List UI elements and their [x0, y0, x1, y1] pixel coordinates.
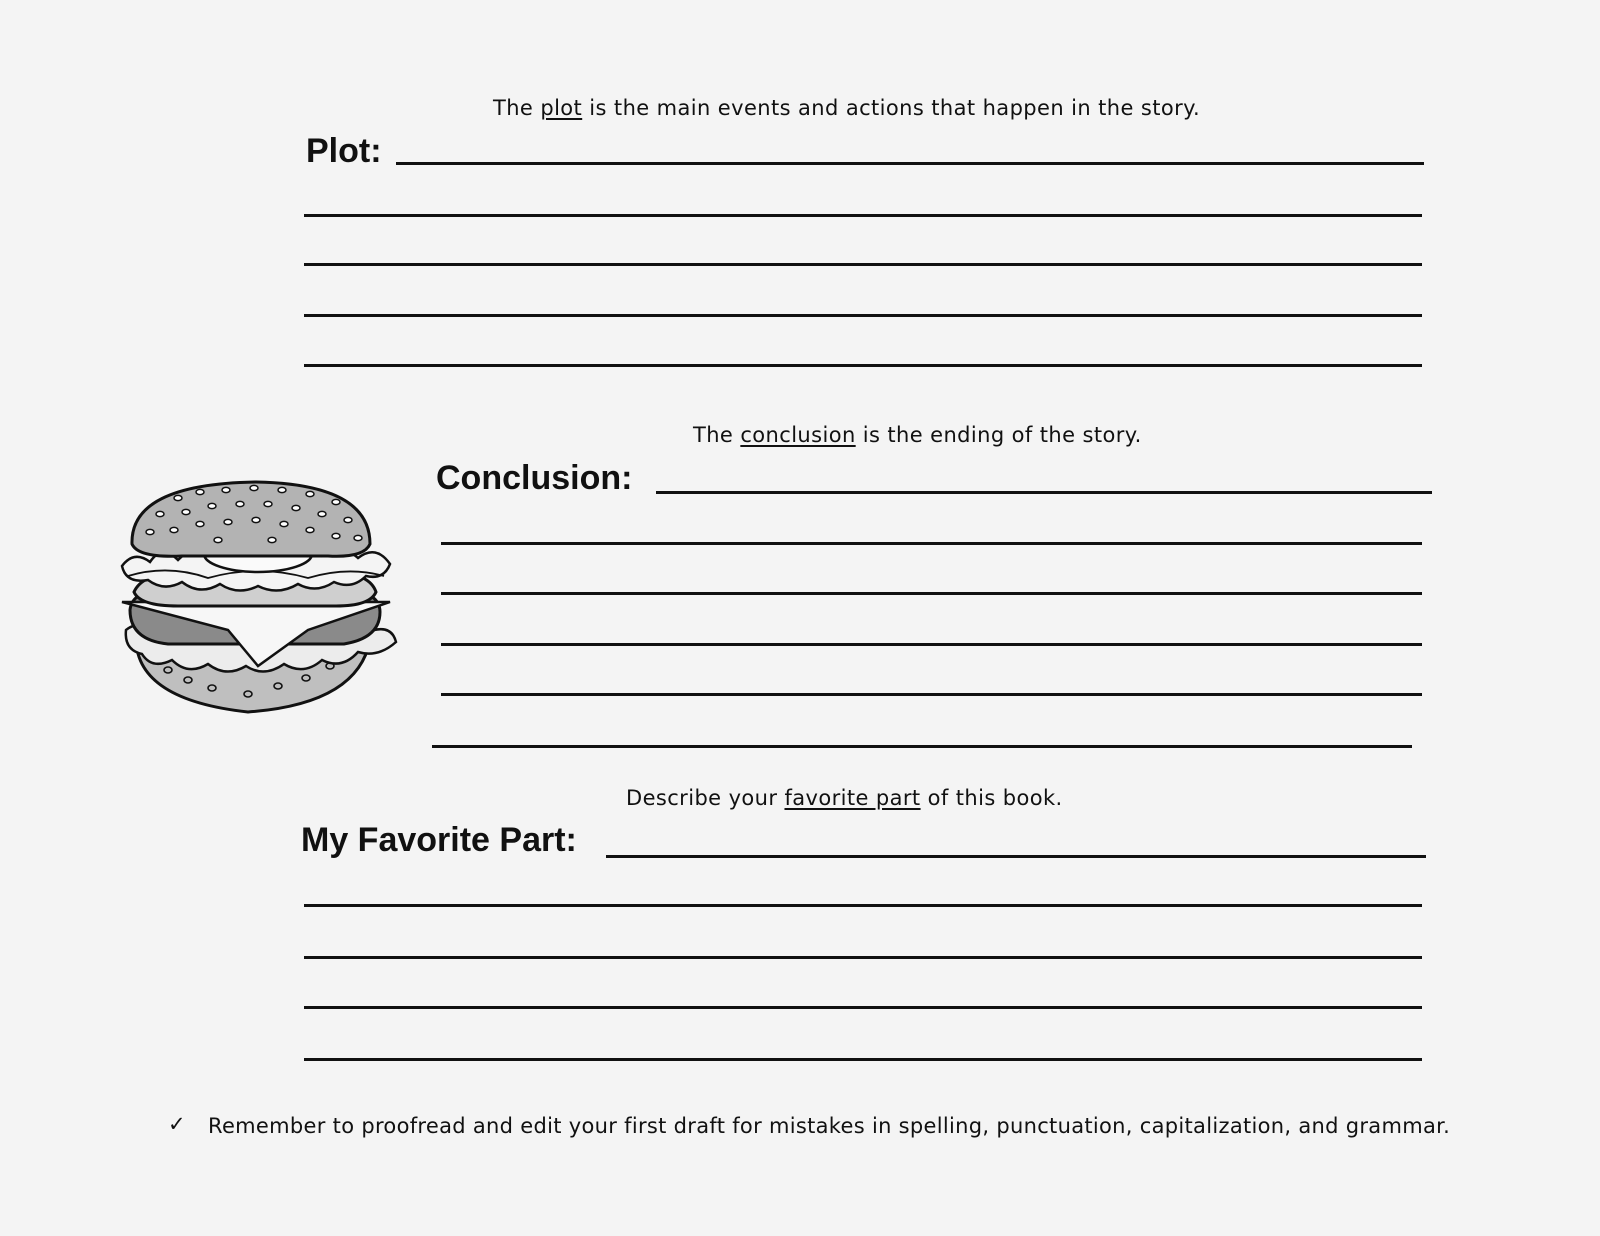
plot-answer-line-3[interactable] [304, 263, 1422, 266]
plot-hint-term: plot [540, 96, 583, 120]
checkmark-icon: ✓ [168, 1112, 186, 1136]
favorite-hint-term: favorite part [784, 786, 921, 810]
favorite-hint-suffix: of this book. [920, 786, 1063, 810]
top-bun [132, 482, 370, 556]
favorite-answer-line-4[interactable] [304, 1006, 1422, 1009]
conclusion-answer-line-4[interactable] [441, 643, 1422, 646]
conclusion-answer-line-6[interactable] [432, 745, 1412, 748]
plot-hint-suffix: is the main events and actions that happen in the story. [582, 96, 1201, 120]
conclusion-hint [693, 423, 1142, 447]
conclusion-answer-line-1[interactable] [656, 491, 1432, 494]
reminder-checkmark [168, 1112, 186, 1136]
conclusion-hint-suffix: is the ending of the story. [855, 423, 1142, 447]
favorite-answer-line-1[interactable] [606, 855, 1426, 858]
favorite-answer-line-2[interactable] [304, 904, 1422, 907]
conclusion-answer-line-3[interactable] [441, 592, 1422, 595]
conclusion-answer-line-2[interactable] [441, 542, 1422, 545]
plot-label: Plot: [306, 132, 382, 170]
favorite-label: My Favorite Part: [301, 821, 577, 859]
plot-answer-line-4[interactable] [304, 314, 1422, 317]
plot-answer-line-5[interactable] [304, 364, 1422, 367]
favorite-answer-line-5[interactable] [304, 1058, 1422, 1061]
favorite-answer-line-3[interactable] [304, 956, 1422, 959]
plot-answer-line-1[interactable] [396, 162, 1424, 165]
conclusion-hint-term: conclusion [740, 423, 856, 447]
conclusion-label: Conclusion: [436, 459, 633, 497]
favorite-hint [626, 786, 1063, 810]
plot-hint-prefix: The [493, 96, 541, 120]
reminder-text: Remember to proofread and edit your first draft for mistakes in spelling, punctuation, capitalization, and grammar. [208, 1114, 1451, 1138]
conclusion-hint-prefix: The [693, 423, 741, 447]
hamburger-icon [108, 480, 404, 720]
plot-hint [493, 96, 1200, 120]
plot-answer-line-2[interactable] [304, 214, 1422, 217]
favorite-hint-prefix: Describe your [626, 786, 785, 810]
conclusion-answer-line-5[interactable] [441, 693, 1422, 696]
